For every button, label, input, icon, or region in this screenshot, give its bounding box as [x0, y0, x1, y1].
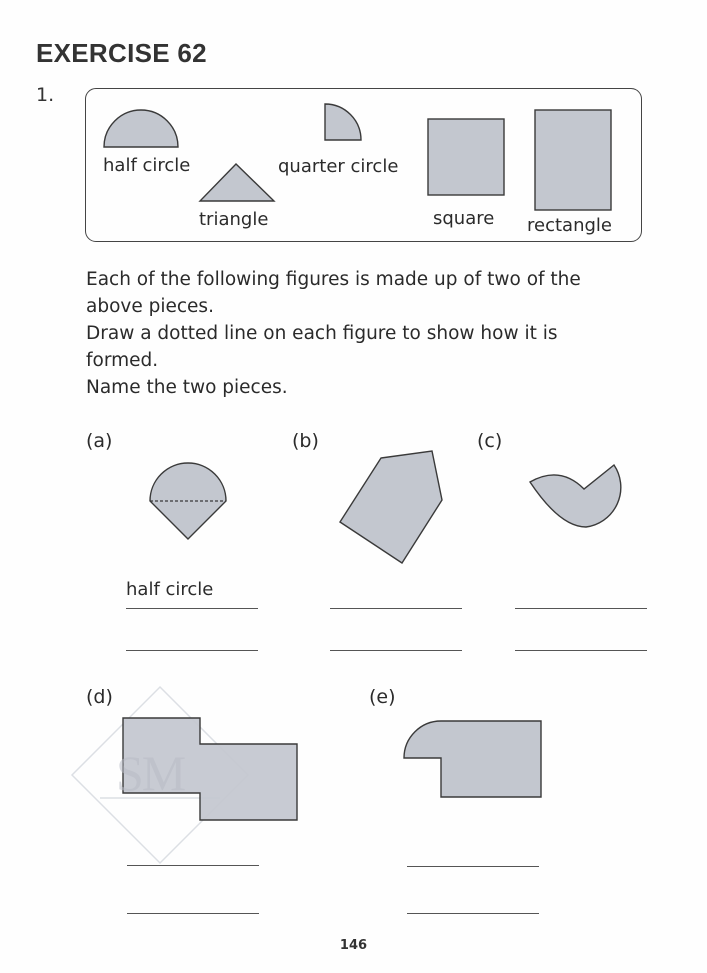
answer-line-b-2[interactable]	[330, 650, 462, 651]
answer-line-d-2[interactable]	[127, 913, 259, 914]
figure-label-b: (b)	[292, 430, 319, 452]
answer-line-c-1[interactable]	[515, 608, 647, 609]
answer-line-e-1[interactable]	[407, 866, 539, 867]
piece-label-square: square	[433, 208, 495, 229]
answer-line-e-2[interactable]	[407, 913, 539, 914]
watermark-text: SM	[116, 745, 185, 801]
figure-label-d: (d)	[86, 686, 113, 708]
answer-line-c-2[interactable]	[515, 650, 647, 651]
piece-label-half-circle: half circle	[103, 155, 191, 176]
piece-label-triangle: triangle	[199, 209, 269, 230]
question-number: 1.	[36, 84, 55, 106]
figure-label-e: (e)	[369, 686, 396, 708]
instruction-line: Draw a dotted line on each figure to show how it is	[86, 323, 558, 344]
piece-label-rectangle: rectangle	[527, 215, 612, 236]
answer-a-1-text: half circle	[126, 579, 214, 600]
figure-label-c: (c)	[477, 430, 503, 452]
figure-label-a: (a)	[86, 430, 113, 452]
instruction-line: above pieces.	[86, 296, 214, 317]
figure-e-shape	[404, 721, 541, 797]
piece-label-quarter-circle: quarter circle	[278, 156, 399, 177]
page-title: EXERCISE 62	[36, 38, 207, 68]
figure-b-shape	[340, 451, 442, 563]
answer-line-b-1[interactable]	[330, 608, 462, 609]
answer-line-d-1[interactable]	[127, 865, 259, 866]
instruction-line: formed.	[86, 350, 159, 371]
page-number: 146	[339, 938, 368, 953]
instruction-line: Name the two pieces.	[86, 377, 288, 398]
instruction-line: Each of the following figures is made up of two of the	[86, 269, 581, 290]
figure-c-shape	[530, 465, 621, 527]
answer-line-a-1[interactable]	[126, 608, 258, 609]
answer-line-a-2[interactable]	[126, 650, 258, 651]
